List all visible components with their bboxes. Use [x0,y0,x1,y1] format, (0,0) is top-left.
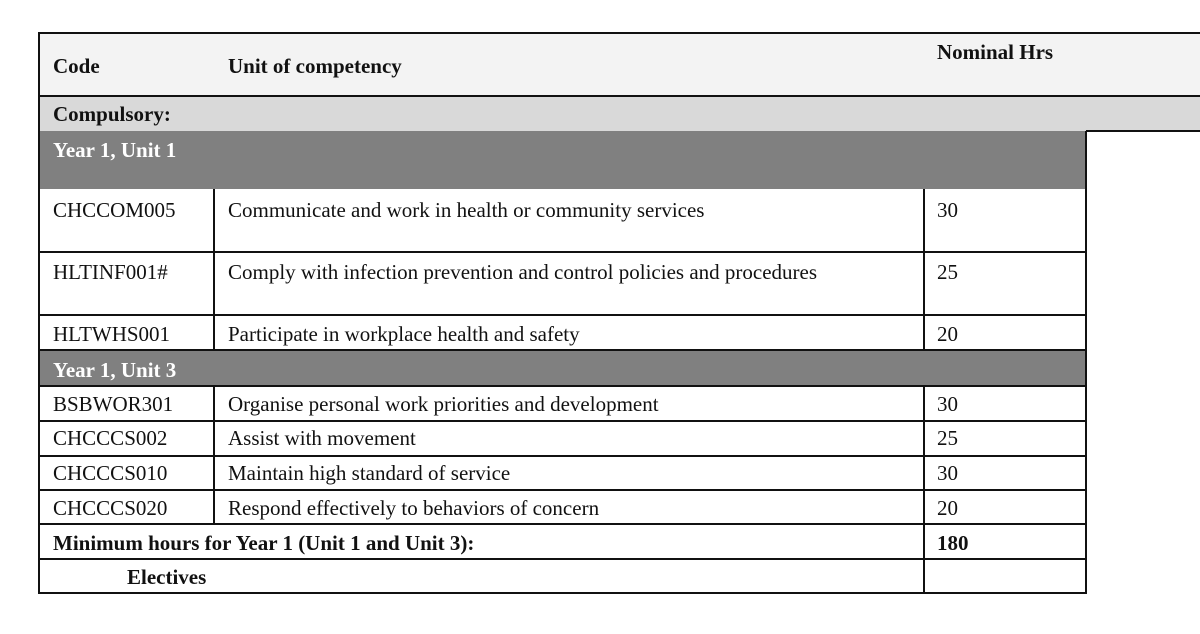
column-divider [38,32,40,594]
row-unit: Maintain high standard of service [228,461,511,485]
row-code: CHCCCS010 [53,461,168,485]
column-divider [213,189,215,351]
group-title-unit-3: Year 1, Unit 3 [53,358,177,382]
row-divider [38,489,1087,491]
group-band-unit-3 [40,351,1086,385]
row-divider [38,420,1087,422]
column-divider [923,385,925,594]
row-code: CHCCCS020 [53,496,168,520]
row-unit: Organise personal work priorities and development [228,392,659,416]
row-hours: 20 [937,322,958,346]
header-code: Code [53,54,100,78]
row-code: HLTINF001# [53,260,168,284]
row-hours: 20 [937,496,958,520]
row-hours: 25 [937,260,958,284]
column-divider [213,385,215,524]
row-code: CHCCOM005 [53,198,176,222]
row-unit: Assist with movement [228,426,416,450]
compulsory-band [40,96,1200,131]
row-divider [38,251,1087,253]
row-code: CHCCCS002 [53,426,168,450]
section-compulsory: Compulsory: [53,102,171,126]
row-divider [38,592,1087,594]
row-divider [38,385,1087,387]
row-hours: 30 [937,461,958,485]
row-unit: Respond effectively to behaviors of concern [228,496,600,520]
row-divider [38,314,1087,316]
column-divider [1085,131,1087,594]
row-divider [1086,130,1200,132]
column-divider [923,189,925,351]
row-hours: 30 [937,198,958,222]
row-divider [38,95,1200,97]
row-code: BSBWOR301 [53,392,174,416]
group-band-unit-1 [40,131,1086,189]
header-unit: Unit of competency [228,54,402,78]
summary-hours: 180 [937,531,969,555]
group-title-unit-1: Year 1, Unit 1 [53,138,177,162]
row-unit: Participate in workplace health and safety [228,322,580,346]
row-code: HLTWHS001 [53,322,171,346]
row-unit: Communicate and work in health or community services [228,198,705,222]
row-divider [38,558,1087,560]
row-unit: Comply with infection prevention and control policies and procedures [228,260,818,284]
row-divider [38,32,1200,34]
row-divider [38,455,1087,457]
row-divider [38,523,1087,525]
electives-label: Electives [127,565,207,589]
summary-label: Minimum hours for Year 1 (Unit 1 and Unit 3): [53,531,475,555]
row-hours: 25 [937,426,958,450]
row-hours: 30 [937,392,958,416]
header-nominal-hours: Nominal Hrs [937,40,1054,64]
row-divider [38,349,1087,351]
